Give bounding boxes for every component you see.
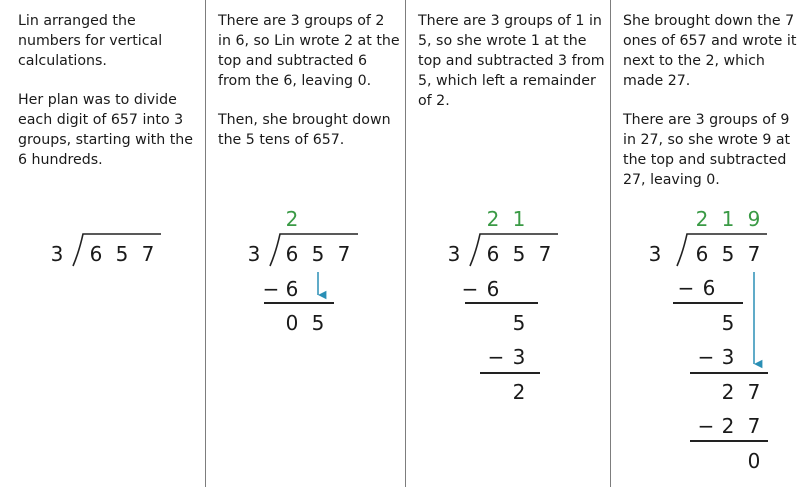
panel-4-paragraph-1: She brought down the 7 ones of 657 and wrote it next to the 2, which made 27. [623, 13, 797, 89]
subtrahend-digit: 2 [721, 414, 735, 438]
minus-sign: − [697, 414, 715, 438]
dividend-digit: 7 [141, 242, 155, 266]
division-bracket [270, 234, 358, 266]
subtrahend-digit: 7 [747, 414, 761, 438]
subtrahend-digit: 6 [702, 276, 716, 300]
result-digit: 0 [285, 311, 299, 335]
panel-3-paragraph-1: There are 3 groups of 1 in 5, so she wrote 1 at the top and subtracted 3 from 5, which left a remainder of 2. [418, 13, 605, 109]
panel-2-paragraph-1: There are 3 groups of 2 in 6, so Lin wrote 2 at the top and subtracted 6 from the 6, leaving 0. [218, 13, 400, 89]
panel-1-paragraph-1: Lin arranged the numbers for vertical calculations. [18, 13, 163, 69]
result-digit: 2 [721, 380, 735, 404]
dividend-digit: 7 [747, 242, 761, 266]
dividend-digit: 6 [695, 242, 709, 266]
remainder-digit: 2 [512, 380, 526, 404]
divisor: 3 [447, 242, 461, 266]
panel-2-paragraph-2: Then, she brought down the 5 tens of 657. [218, 112, 391, 148]
result-digit: 5 [512, 311, 526, 335]
minus-sign: − [697, 345, 715, 369]
division-bracket [677, 234, 767, 266]
minus-sign: − [461, 277, 479, 301]
panel-1-paragraph-2: Her plan was to divide each digit of 657 into 3 groups, starting with the 6 hundreds. [18, 92, 194, 168]
dividend-digit: 6 [285, 242, 299, 266]
dividend-digit: 7 [538, 242, 552, 266]
subtrahend-digit: 3 [512, 345, 526, 369]
result-digit: 5 [311, 311, 325, 335]
dividend-digit: 5 [115, 242, 129, 266]
dividend-digit: 7 [337, 242, 351, 266]
result-digit: 7 [747, 380, 761, 404]
subtrahend-digit: 3 [721, 345, 735, 369]
divisor: 3 [50, 242, 64, 266]
result-digit: 5 [721, 311, 735, 335]
final-result-digit: 0 [747, 449, 761, 473]
subtrahend-digit: 6 [486, 277, 500, 301]
quotient-digit: 2 [486, 207, 500, 231]
divisor: 3 [648, 242, 662, 266]
division-bracket [470, 234, 558, 266]
divisor: 3 [247, 242, 261, 266]
minus-sign: − [677, 276, 695, 300]
dividend-digit: 6 [89, 242, 103, 266]
subtrahend-digit: 6 [285, 277, 299, 301]
quotient-digit: 1 [721, 207, 735, 231]
quotient-digit: 2 [695, 207, 709, 231]
panel-4-paragraph-2: There are 3 groups of 9 in 27, so she wrote 9 at the top and subtracted 27, leaving 0. [623, 112, 791, 188]
dividend-digit: 6 [486, 242, 500, 266]
quotient-digit: 9 [747, 207, 761, 231]
minus-sign: − [487, 345, 505, 369]
minus-sign: − [262, 277, 280, 301]
division-bracket [73, 234, 161, 266]
quotient-digit: 1 [512, 207, 526, 231]
dividend-digit: 5 [721, 242, 735, 266]
dividend-digit: 5 [311, 242, 325, 266]
quotient-digit: 2 [285, 207, 299, 231]
dividend-digit: 5 [512, 242, 526, 266]
